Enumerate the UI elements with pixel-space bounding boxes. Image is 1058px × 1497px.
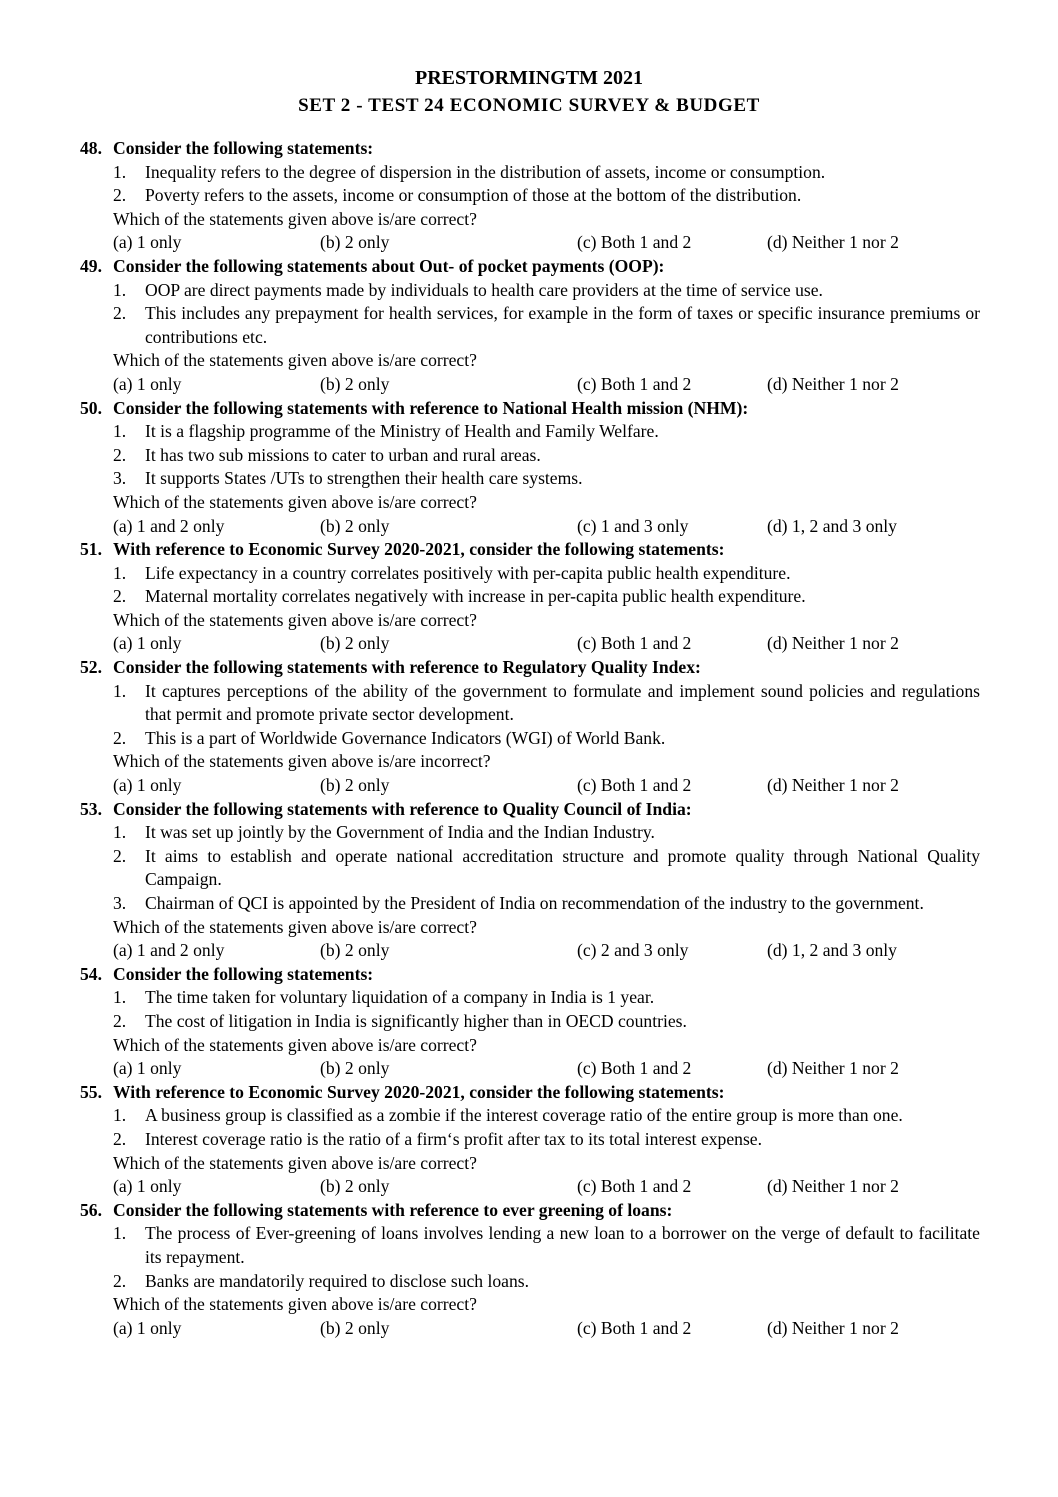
answer-option: (d) 1, 2 and 3 only	[767, 940, 897, 961]
statement-item	[80, 1128, 980, 1152]
statement-number: 2.	[113, 1128, 127, 1149]
answer-option: (a) 1 only	[113, 1317, 182, 1338]
question-number: 56.	[80, 1199, 102, 1220]
page-header	[0, 64, 1058, 120]
statement-number: 2.	[113, 845, 127, 866]
statement-item	[80, 892, 980, 916]
answer-option: (a) 1 only	[113, 1058, 182, 1079]
statement-number: 2.	[113, 1010, 127, 1031]
question-number: 49.	[80, 255, 102, 276]
statement-number: 3.	[113, 893, 127, 913]
answer-option: (a) 1 and 2 only	[113, 940, 225, 961]
question-number: 52.	[80, 657, 102, 678]
answer-option: (d) Neither 1 nor 2	[767, 373, 899, 394]
statement-item	[80, 184, 980, 208]
answer-options	[80, 1057, 980, 1081]
question-text: With reference to Economic Survey 2020-2021, consider the following statements:	[113, 1081, 725, 1102]
answer-options	[80, 1175, 980, 1199]
answer-option: (a) 1 only	[113, 232, 182, 253]
question-text: Consider the following statements:	[113, 963, 374, 984]
question-number: 55.	[80, 1081, 102, 1102]
answer-option: (b) 2 only	[320, 775, 390, 796]
answer-option: (a) 1 only	[113, 373, 182, 394]
question-prompt: Which of the statements given above is/are correct?	[113, 1034, 477, 1055]
question-item	[80, 538, 980, 656]
question-text: Consider the following statements with reference to Regulatory Quality Index:	[113, 657, 701, 678]
question-prompt: Which of the statements given above is/are correct?	[113, 208, 477, 229]
statement-item	[80, 161, 980, 185]
statement-text: Maternal mortality correlates negatively with increase in per-capita public health expenditure.	[145, 586, 806, 607]
statement-number: 2.	[113, 444, 127, 465]
answer-option: (a) 1 only	[113, 633, 182, 654]
statement-item	[80, 585, 980, 609]
question-item	[80, 798, 980, 963]
question-prompt: Which of the statements given above is/are correct?	[113, 1152, 477, 1173]
statement-text: It was set up jointly by the Government of India and the Indian Industry.	[145, 822, 655, 843]
statement-text: The time taken for voluntary liquidation of a company in India is 1 year.	[145, 987, 655, 1008]
answer-options	[80, 939, 980, 963]
statement-number: 2.	[113, 727, 127, 748]
question-text: Consider the following statements with reference to National Health mission (NHM):	[113, 397, 749, 418]
question-text: Consider the following statements about Out- of pocket payments (OOP):	[113, 255, 665, 276]
answer-option: (d) Neither 1 nor 2	[767, 232, 899, 253]
statement-number: 2.	[113, 1270, 127, 1291]
statement-text: Life expectancy in a country correlates positively with per-capita public health expenditure.	[145, 562, 791, 583]
question-text: With reference to Economic Survey 2020-2021, consider the following statements:	[113, 539, 725, 560]
page-subtitle: SET 2 - TEST 24 ECONOMIC SURVEY & BUDGET	[298, 95, 760, 116]
statement-item	[80, 302, 980, 349]
answer-option: (c) Both 1 and 2	[577, 633, 692, 654]
statement-text: Poverty refers to the assets, income or consumption of those at the bottom of the distribution.	[145, 185, 802, 206]
statement-text: Interest coverage ratio is the ratio of a firm‘s profit after tax to its total interest expense.	[145, 1128, 763, 1149]
answer-option: (c) Both 1 and 2	[577, 775, 692, 796]
answer-option: (c) 2 and 3 only	[577, 940, 689, 961]
statement-text: It aims to establish and operate national accreditation structure and promote quality through National Quality Campaign.	[145, 845, 980, 890]
answer-option: (b) 2 only	[320, 1317, 390, 1338]
answer-option: (a) 1 only	[113, 1176, 182, 1197]
question-stem	[80, 137, 980, 161]
question-item	[80, 255, 980, 397]
question-item	[80, 137, 980, 255]
statement-item	[80, 444, 980, 468]
statement-text: The cost of litigation in India is significantly higher than in OECD countries.	[145, 1010, 687, 1031]
question-item	[80, 656, 980, 798]
statement-item	[80, 420, 980, 444]
statement-number: 2.	[113, 303, 127, 324]
question-number: 51.	[80, 539, 102, 560]
statement-item	[80, 680, 980, 727]
question-prompt: Which of the statements given above is/are correct?	[113, 491, 477, 512]
statement-text: Chairman of QCI is appointed by the President of India on recommendation of the industry to the government.	[145, 893, 924, 913]
answer-option: (b) 2 only	[320, 940, 390, 961]
statement-number: 1.	[113, 562, 127, 583]
answer-option: (c) Both 1 and 2	[577, 1317, 692, 1338]
answer-option: (b) 2 only	[320, 232, 390, 253]
answer-option: (b) 2 only	[320, 515, 390, 536]
statement-item	[80, 467, 980, 491]
answer-options	[80, 373, 980, 397]
answer-option: (c) Both 1 and 2	[577, 1176, 692, 1197]
statement-number: 2.	[113, 586, 127, 607]
statement-text: A business group is classified as a zombie if the interest coverage ratio of the entire group is more than one.	[145, 1105, 903, 1126]
statement-text: This is a part of Worldwide Governance Indicators (WGI) of World Bank.	[145, 727, 666, 748]
question-stem	[80, 1199, 980, 1223]
question-stem	[80, 656, 980, 680]
answer-options	[80, 1317, 980, 1341]
statement-number: 1.	[113, 987, 127, 1008]
question-prompt: Which of the statements given above is/are correct?	[113, 1294, 477, 1315]
question-text: Consider the following statements:	[113, 138, 374, 158]
answer-option: (a) 1 only	[113, 775, 182, 796]
statement-text: It supports States /UTs to strengthen their health care systems.	[145, 468, 583, 489]
statement-item	[80, 1010, 980, 1034]
statement-number: 1.	[113, 1223, 127, 1244]
question-stem	[80, 1081, 980, 1105]
answer-options	[80, 515, 980, 539]
question-text: Consider the following statements with reference to Quality Council of India:	[113, 798, 692, 819]
answer-option: (d) Neither 1 nor 2	[767, 775, 899, 796]
question-prompt: Which of the statements given above is/are incorrect?	[113, 751, 491, 772]
statement-number: 1.	[113, 680, 127, 701]
statement-text: It captures perceptions of the ability of the government to formulate and implement sound policies and regulations that permit and promote private sector development.	[145, 680, 980, 725]
question-number: 50.	[80, 397, 102, 418]
statement-number: 3.	[113, 468, 127, 489]
answer-option: (c) Both 1 and 2	[577, 373, 692, 394]
answer-option: (b) 2 only	[320, 1176, 390, 1197]
answer-options	[80, 632, 980, 656]
statement-text: Inequality refers to the degree of dispersion in the distribution of assets, income or consumption.	[145, 161, 826, 182]
statement-item	[80, 1270, 980, 1294]
question-text: Consider the following statements with reference to ever greening of loans:	[113, 1199, 673, 1220]
statement-number: 1.	[113, 421, 127, 442]
question-prompt: Which of the statements given above is/are correct?	[113, 609, 477, 630]
statement-number: 1.	[113, 279, 127, 300]
statement-number: 2.	[113, 185, 127, 206]
question-stem	[80, 538, 980, 562]
answer-option: (b) 2 only	[320, 633, 390, 654]
answer-option: (b) 2 only	[320, 1058, 390, 1079]
answer-option: (d) 1, 2 and 3 only	[767, 515, 897, 536]
answer-option: (d) Neither 1 nor 2	[767, 633, 899, 654]
answer-option: (d) Neither 1 nor 2	[767, 1317, 899, 1338]
answer-option: (c) Both 1 and 2	[577, 232, 692, 253]
answer-option: (c) Both 1 and 2	[577, 1058, 692, 1079]
question-number: 48.	[80, 138, 102, 158]
answer-option: (d) Neither 1 nor 2	[767, 1058, 899, 1079]
statement-item	[80, 845, 980, 892]
answer-option: (b) 2 only	[320, 373, 390, 394]
statement-item	[80, 821, 980, 845]
statement-text: This includes any prepayment for health services, for example in the form of taxes or specific insurance premiums or contributions etc.	[145, 303, 980, 347]
statement-text: Banks are mandatorily required to disclose such loans.	[145, 1270, 530, 1291]
question-item	[80, 1199, 980, 1341]
page-title: PRESTORMINGTM 2021	[415, 67, 643, 89]
statement-item	[80, 562, 980, 586]
question-stem	[80, 255, 980, 279]
question-number: 53.	[80, 798, 102, 819]
statement-number: 1.	[113, 822, 127, 843]
statement-item	[80, 986, 980, 1010]
statement-number: 1.	[113, 1105, 127, 1126]
statement-text: It has two sub missions to cater to urban and rural areas.	[145, 444, 541, 465]
answer-options	[80, 774, 980, 798]
statement-text: The process of Ever-greening of loans involves lending a new loan to a borrower on the verge of default to facilitate its repayment.	[145, 1223, 980, 1267]
answer-option: (d) Neither 1 nor 2	[767, 1176, 899, 1197]
question-stem	[80, 798, 980, 822]
statement-item	[80, 1222, 980, 1269]
statement-text: OOP are direct payments made by individuals to health care providers at the time of service use.	[145, 279, 823, 300]
question-stem	[80, 397, 980, 421]
question-list	[80, 137, 980, 1340]
question-item	[80, 397, 980, 539]
question-prompt: Which of the statements given above is/are correct?	[113, 916, 477, 937]
question-item	[80, 963, 980, 1081]
question-prompt: Which of the statements given above is/are correct?	[113, 350, 477, 371]
question-stem	[80, 963, 980, 987]
answer-option: (c) 1 and 3 only	[577, 515, 689, 536]
statement-item	[80, 279, 980, 303]
answer-option: (a) 1 and 2 only	[113, 515, 225, 536]
statement-item	[80, 1104, 980, 1128]
question-item	[80, 1081, 980, 1199]
statement-number: 1.	[113, 161, 127, 182]
answer-options	[80, 231, 980, 255]
question-number: 54.	[80, 963, 102, 984]
statement-text: It is a flagship programme of the Ministry of Health and Family Welfare.	[145, 421, 659, 442]
statement-item	[80, 727, 980, 751]
